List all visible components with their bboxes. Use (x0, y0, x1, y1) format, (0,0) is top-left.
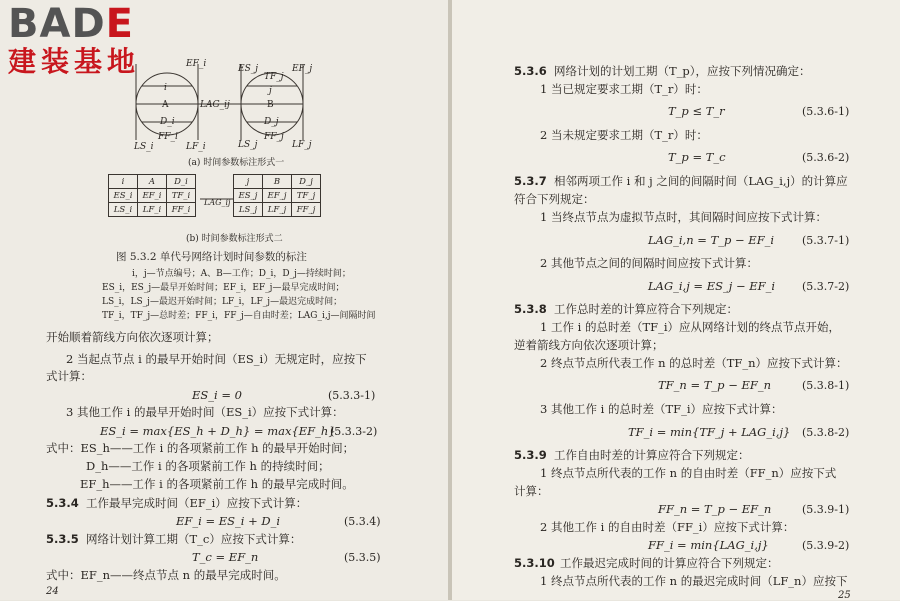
legend-line-3: LS_i，LS_j—最迟开始时间；LF_i，LF_j—最迟完成时间； (102, 297, 343, 307)
page-number: 24 (46, 586, 59, 597)
label-ls-i: LS_i (134, 142, 154, 152)
label-lf-j: LF_j (292, 140, 312, 150)
label-ls-j: LS_j (238, 140, 258, 150)
section-number: 5.3.6 (514, 64, 547, 78)
page-number: 25 (838, 590, 851, 601)
section-heading: 工作自由时差的计算应符合下列规定： (554, 448, 750, 462)
cell: FF_j (292, 203, 321, 217)
cell: A (138, 175, 167, 189)
formula: T_p ≤ T_r (668, 104, 725, 118)
equation-number: (5.3.7-1) (802, 234, 850, 247)
paragraph: 1 终点节点所代表的工作 n 的最迟完成时间（LF_n）应按下 (540, 574, 848, 588)
section-number: 5.3.10 (514, 556, 555, 570)
equation-number: (5.3.4) (344, 515, 381, 528)
cell: EF_i (138, 189, 167, 203)
caption-a: (a) 时间参数标注形式一 (188, 158, 285, 168)
formula: T_p = T_c (668, 150, 726, 164)
logo-text: BAD (8, 1, 106, 47)
where-line: 式中：ES_h——工作 i 的各项紧前工作 h 的最早开始时间； (46, 441, 355, 455)
cell: LS_j (234, 203, 263, 217)
cell: ES_i (109, 189, 138, 203)
formula: LAG_i,n = T_p − EF_i (648, 233, 775, 247)
formula: FF_i = min{LAG_i,j} (648, 538, 769, 552)
label-lf-i: LF_i (186, 142, 206, 152)
legend-line-4: TF_i，TF_j—总时差；FF_i，FF_j—自由时差；LAG_i,j—间隔时间 (102, 311, 376, 321)
label-d-j: D_j (264, 117, 279, 127)
paragraph: 开始顺着箭线方向依次逐项计算； (46, 330, 219, 344)
section-number: 5.3.4 (46, 496, 79, 510)
equation-number: (5.3.8-2) (802, 426, 850, 439)
paragraph: 1 工作 i 的总时差（TF_i）应从网络计划的终点节点开始， (540, 320, 841, 334)
cell: LS_i (109, 203, 138, 217)
cell: D_i (167, 175, 196, 189)
equation-number: (5.3.9-2) (802, 539, 850, 552)
equation-number: (5.3.3-2) (330, 425, 378, 438)
paragraph: 2 其他节点之间的间隔时间应按下式计算： (540, 256, 758, 270)
paragraph: 1 终点节点所代表的工作 n 的自由时差（FF_n）应按下式 (540, 466, 837, 480)
section-heading: 网络计划计算工期（T_c）应按下式计算： (86, 532, 302, 546)
formula: FF_n = T_p − EF_n (658, 502, 772, 516)
label-es-j: ES_j (238, 64, 259, 74)
param-table-left (108, 174, 196, 217)
label-a: A (162, 100, 169, 110)
equation-number: (5.3.6-2) (802, 151, 850, 164)
where-line: EF_h——工作 i 的各项紧前工作 h 的最早完成时间。 (80, 477, 354, 491)
paragraph: 2 终点节点所代表工作 n 的总时差（TF_n）应按下式计算： (540, 356, 848, 370)
section-heading: 相邻两项工作 i 和 j 之间的间隔时间（LAG_i,j）的计算应 (554, 174, 848, 188)
paragraph: 1 当终点节点为虚拟节点时，其间隔时间应按下式计算： (540, 210, 827, 224)
label-b: B (267, 100, 274, 110)
cell: i (109, 175, 138, 189)
equation-number: (5.3.9-1) (802, 503, 850, 516)
table-lag-label: LAG_ij (204, 198, 231, 207)
legend-line-2: ES_i，ES_j—最早开始时间；EF_i，EF_j—最早完成时间； (102, 283, 345, 293)
section-heading: 工作最早完成时间（EF_i）应按下式计算： (86, 496, 308, 510)
label-ef-j: EF_j (292, 64, 313, 74)
legend-line-1: i，j—节点编号；A、B—工作；D_i，D_j—持续时间； (132, 269, 351, 279)
label-ff-i: FF_i (158, 132, 178, 142)
cell: LF_j (263, 203, 292, 217)
equation-number: (5.3.3-1) (328, 389, 376, 402)
cell: D_j (292, 175, 321, 189)
formula: LAG_i,j = ES_j − EF_i (648, 279, 776, 293)
cell: j (234, 175, 263, 189)
formula: EF_i = ES_i + D_i (176, 514, 281, 528)
formula: TF_n = T_p − EF_n (658, 378, 772, 392)
cell: TF_i (167, 189, 196, 203)
equation-number: (5.3.7-2) (802, 280, 850, 293)
label-tf-j: TF_j (264, 72, 284, 82)
label-d-i: D_i (160, 117, 175, 127)
equation-number: (5.3.6-1) (802, 105, 850, 118)
figure-title: 图 5.3.2 单代号网络计划时间参数的标注 (116, 251, 307, 263)
where-line: D_h——工作 i 的各项紧前工作 h 的持续时间； (86, 459, 330, 473)
section-number: 5.3.9 (514, 448, 547, 462)
right-page (452, 0, 900, 600)
left-page (0, 0, 448, 600)
section-heading: 工作总时差的计算应符合下列规定： (554, 302, 738, 316)
label-ef-i: EF_i (186, 59, 207, 69)
cell: B (263, 175, 292, 189)
section-number: 5.3.7 (514, 174, 547, 188)
paragraph: 式计算： (46, 369, 92, 383)
section-number: 5.3.5 (46, 532, 79, 546)
logo-chinese: 建装基地 (8, 45, 141, 78)
cell: ES_j (234, 189, 263, 203)
paragraph: 计算： (514, 484, 549, 498)
where-line: 式中：EF_n——终点节点 n 的最早完成时间。 (46, 568, 286, 582)
param-table-right (233, 174, 321, 217)
cell: FF_i (167, 203, 196, 217)
section-number: 5.3.8 (514, 302, 547, 316)
section-heading: 工作最迟完成时间的计算应符合下列规定： (560, 556, 779, 570)
cell: LF_i (138, 203, 167, 217)
formula: T_c = EF_n (192, 550, 259, 564)
paragraph: 3 其他工作 i 的总时差（TF_i）应按下式计算： (540, 402, 783, 416)
label-i: i (164, 83, 167, 93)
equation-number: (5.3.5) (344, 551, 381, 564)
paragraph: 2 其他工作 i 的自由时差（FF_i）应按下式计算： (540, 520, 795, 534)
label-j: j (269, 86, 272, 96)
cell: EF_j (263, 189, 292, 203)
formula: ES_i = 0 (192, 388, 242, 402)
paragraph: 2 当起点节点 i 的最早开始时间（ES_i）无规定时，应按下 (66, 352, 367, 366)
caption-b: (b) 时间参数标注形式二 (186, 234, 283, 244)
paragraph: 符合下列规定： (514, 192, 595, 206)
paragraph: 1 当已规定要求工期（T_r）时： (540, 82, 708, 96)
formula: TF_i = min{TF_j + LAG_i,j} (628, 425, 791, 439)
paragraph: 3 其他工作 i 的最早开始时间（ES_i）应按下式计算： (66, 405, 344, 419)
formula: ES_i = max{ES_h + D_h} = max{EF_h} (100, 424, 336, 438)
section-heading: 网络计划的计划工期（T_p），应按下列情况确定： (554, 64, 811, 78)
paragraph: 2 当未规定要求工期（T_r）时： (540, 128, 708, 142)
paragraph: 逆着箭线方向依次逐项计算； (514, 338, 664, 352)
logo-text-highlight: E (105, 1, 134, 47)
label-ff-j: FF_j (264, 132, 284, 142)
equation-number: (5.3.8-1) (802, 379, 850, 392)
label-lag: LAG_ij (200, 100, 230, 110)
cell: TF_j (292, 189, 321, 203)
